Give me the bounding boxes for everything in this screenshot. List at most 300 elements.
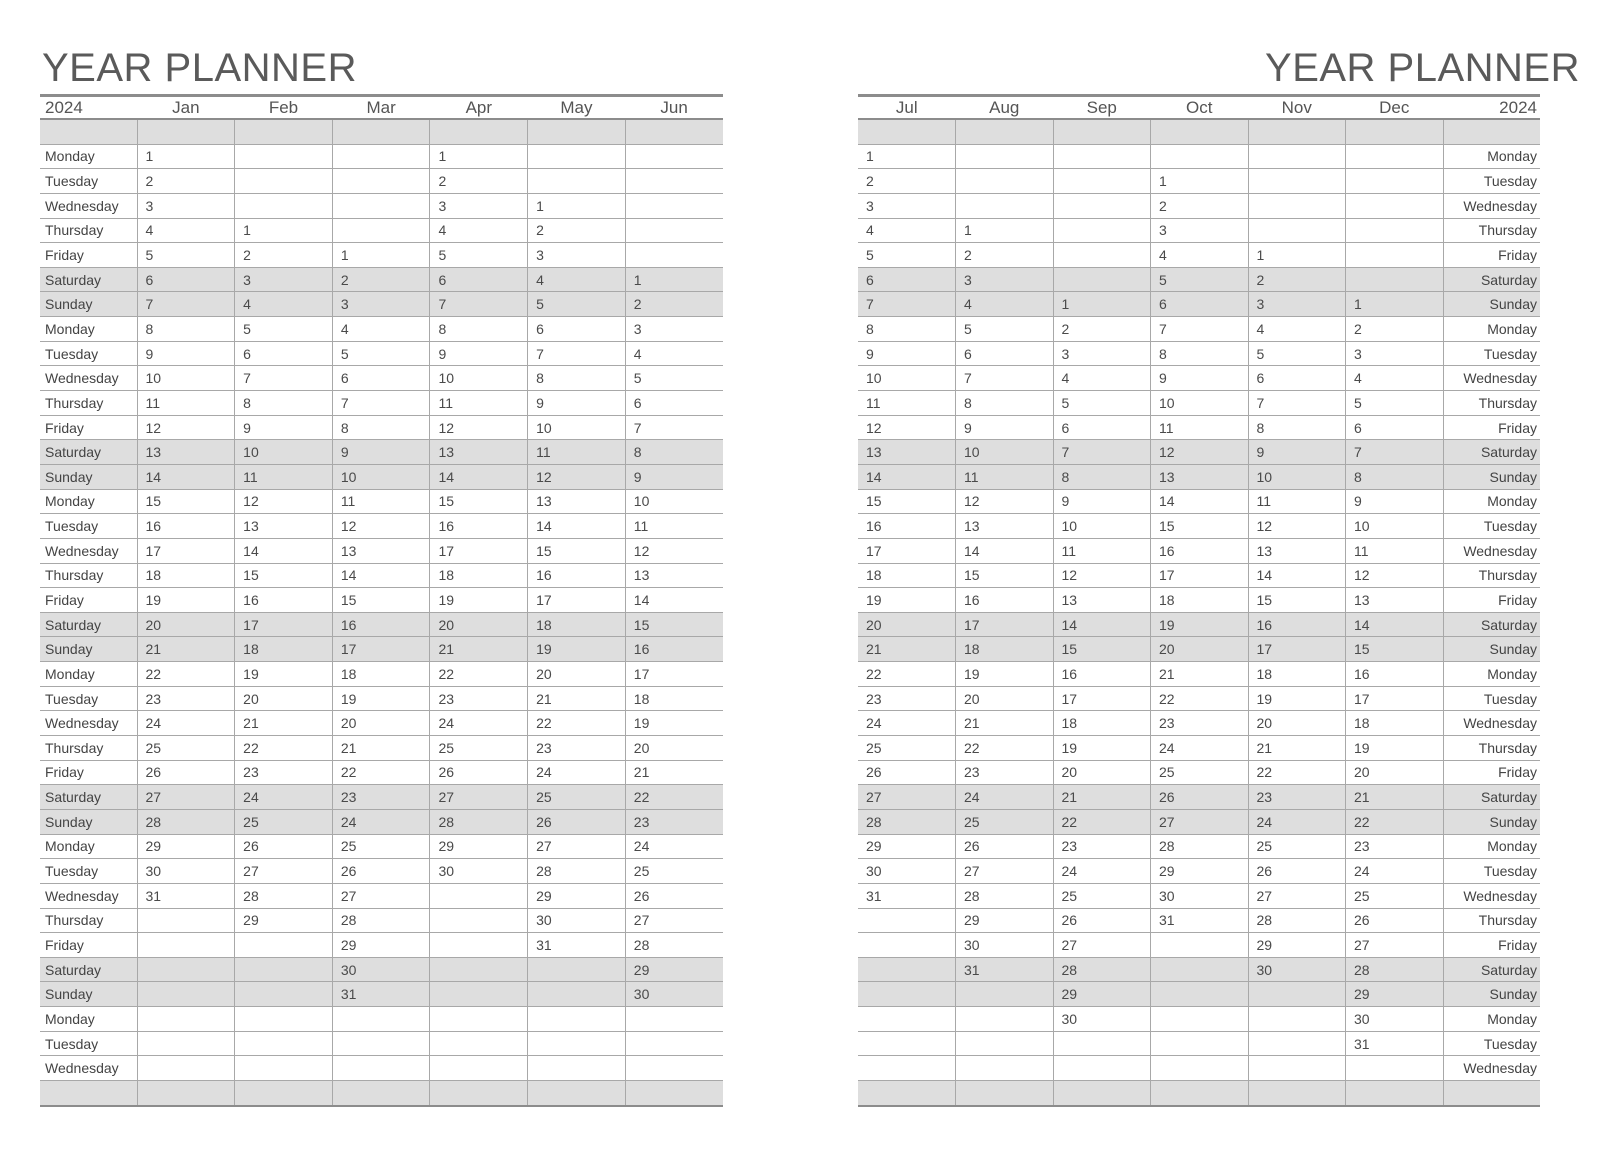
date-cell: 14 <box>1346 612 1444 637</box>
date-cell: 4 <box>332 317 430 342</box>
planner-row <box>40 538 723 563</box>
planner-row <box>40 440 723 465</box>
weekday-label: Monday <box>1443 144 1540 169</box>
date-cell <box>235 982 333 1007</box>
planner-row <box>40 982 723 1007</box>
weekday-label: Monday <box>1443 317 1540 342</box>
date-cell <box>528 169 626 194</box>
date-cell <box>137 1056 235 1081</box>
date-cell <box>1346 169 1444 194</box>
date-cell: 26 <box>625 883 723 908</box>
date-cell: 6 <box>1248 366 1346 391</box>
date-cell <box>1346 218 1444 243</box>
date-cell: 10 <box>332 464 430 489</box>
date-cell: 8 <box>1151 341 1249 366</box>
date-cell: 9 <box>528 391 626 416</box>
date-cell: 28 <box>332 908 430 933</box>
date-cell: 6 <box>1053 415 1151 440</box>
date-cell <box>1053 267 1151 292</box>
date-cell <box>956 193 1054 218</box>
date-cell: 3 <box>1053 341 1151 366</box>
date-cell: 10 <box>858 366 956 391</box>
date-cell: 12 <box>1248 514 1346 539</box>
date-cell <box>1248 169 1346 194</box>
date-cell: 17 <box>625 662 723 687</box>
date-cell: 29 <box>858 834 956 859</box>
date-cell: 22 <box>956 736 1054 761</box>
date-cell <box>137 1031 235 1056</box>
planner-row <box>858 391 1540 416</box>
date-cell: 11 <box>1053 538 1151 563</box>
date-cell <box>625 1080 723 1105</box>
date-cell: 12 <box>1053 563 1151 588</box>
weekday-label: Tuesday <box>40 169 137 194</box>
date-cell: 5 <box>625 366 723 391</box>
date-cell <box>137 1080 235 1105</box>
date-cell: 23 <box>1346 834 1444 859</box>
month-header: Nov <box>1248 96 1346 120</box>
date-cell: 24 <box>858 711 956 736</box>
date-cell: 19 <box>1248 686 1346 711</box>
date-cell: 3 <box>137 193 235 218</box>
date-cell: 26 <box>528 809 626 834</box>
date-cell: 28 <box>625 933 723 958</box>
date-cell: 28 <box>528 859 626 884</box>
date-cell: 15 <box>956 563 1054 588</box>
date-cell: 13 <box>1346 588 1444 613</box>
date-cell: 22 <box>625 785 723 810</box>
date-cell: 28 <box>235 883 333 908</box>
weekday-label: Friday <box>1443 588 1540 613</box>
date-cell: 10 <box>1053 514 1151 539</box>
date-cell: 9 <box>1248 440 1346 465</box>
date-cell <box>430 1080 528 1105</box>
date-cell: 7 <box>137 292 235 317</box>
weekday-label: Saturday <box>1443 440 1540 465</box>
date-cell: 4 <box>858 218 956 243</box>
date-cell: 11 <box>235 464 333 489</box>
date-cell <box>625 243 723 268</box>
weekday-label: Sunday <box>1443 637 1540 662</box>
date-cell: 26 <box>235 834 333 859</box>
date-cell: 23 <box>625 809 723 834</box>
date-cell: 25 <box>430 736 528 761</box>
date-cell <box>332 144 430 169</box>
planner-row <box>40 785 723 810</box>
date-cell: 24 <box>1151 736 1249 761</box>
date-cell: 23 <box>137 686 235 711</box>
date-cell: 11 <box>430 391 528 416</box>
month-header: Sep <box>1053 96 1151 120</box>
planner-row <box>40 341 723 366</box>
date-cell: 25 <box>1053 883 1151 908</box>
planner-row <box>858 588 1540 613</box>
date-cell: 23 <box>1053 834 1151 859</box>
month-header: May <box>528 96 626 120</box>
weekday-label: Friday <box>1443 415 1540 440</box>
date-cell <box>1053 169 1151 194</box>
weekday-label: Monday <box>40 489 137 514</box>
date-cell: 18 <box>1151 588 1249 613</box>
date-cell <box>332 1031 430 1056</box>
weekday-label: Wednesday <box>40 366 137 391</box>
date-cell <box>137 908 235 933</box>
date-cell <box>1248 218 1346 243</box>
date-cell: 13 <box>625 563 723 588</box>
date-cell: 14 <box>137 464 235 489</box>
date-cell <box>1151 119 1249 144</box>
date-cell: 17 <box>858 538 956 563</box>
weekday-label: Thursday <box>1443 908 1540 933</box>
planner-row <box>858 415 1540 440</box>
date-cell: 26 <box>1248 859 1346 884</box>
month-header: Aug <box>956 96 1054 120</box>
date-cell: 29 <box>430 834 528 859</box>
date-cell: 1 <box>1053 292 1151 317</box>
date-cell: 22 <box>235 736 333 761</box>
date-cell <box>1346 119 1444 144</box>
planner-row <box>858 243 1540 268</box>
weekday-label: Tuesday <box>40 686 137 711</box>
date-cell: 26 <box>137 760 235 785</box>
date-cell: 3 <box>332 292 430 317</box>
date-cell <box>235 957 333 982</box>
date-cell: 1 <box>625 267 723 292</box>
date-cell: 14 <box>1248 563 1346 588</box>
date-cell <box>137 119 235 144</box>
date-cell: 16 <box>430 514 528 539</box>
date-cell <box>528 1031 626 1056</box>
date-cell: 18 <box>235 637 333 662</box>
planner-row <box>40 736 723 761</box>
date-cell: 22 <box>137 662 235 687</box>
date-cell: 13 <box>1248 538 1346 563</box>
weekday-label: Thursday <box>40 218 137 243</box>
date-cell: 25 <box>625 859 723 884</box>
date-cell <box>430 933 528 958</box>
date-cell: 20 <box>625 736 723 761</box>
date-cell: 12 <box>528 464 626 489</box>
date-cell: 15 <box>858 489 956 514</box>
weekday-label: Friday <box>40 760 137 785</box>
planner-row <box>40 489 723 514</box>
date-cell <box>1053 218 1151 243</box>
planner-row <box>40 1080 723 1105</box>
date-cell: 10 <box>528 415 626 440</box>
planner-row <box>858 908 1540 933</box>
date-cell: 31 <box>137 883 235 908</box>
date-cell <box>430 1007 528 1032</box>
planner-row <box>858 464 1540 489</box>
date-cell: 9 <box>235 415 333 440</box>
weekday-label: Saturday <box>1443 957 1540 982</box>
weekday-label: Wednesday <box>1443 193 1540 218</box>
date-cell: 15 <box>1248 588 1346 613</box>
planner-row <box>40 908 723 933</box>
date-cell: 7 <box>528 341 626 366</box>
planner-table-right <box>858 94 1540 1107</box>
header-row <box>40 96 723 120</box>
date-cell: 29 <box>528 883 626 908</box>
weekday-label: Friday <box>1443 243 1540 268</box>
date-cell <box>528 144 626 169</box>
date-cell: 3 <box>528 243 626 268</box>
date-cell: 7 <box>332 391 430 416</box>
date-cell <box>1053 119 1151 144</box>
planner-row <box>40 119 723 144</box>
date-cell: 22 <box>1151 686 1249 711</box>
date-cell: 3 <box>1151 218 1249 243</box>
date-cell: 30 <box>137 859 235 884</box>
planner-row <box>858 169 1540 194</box>
date-cell: 19 <box>235 662 333 687</box>
date-cell: 4 <box>235 292 333 317</box>
weekday-label: Saturday <box>40 612 137 637</box>
date-cell: 2 <box>430 169 528 194</box>
weekday-label: Wednesday <box>1443 1056 1540 1081</box>
date-cell <box>430 1056 528 1081</box>
date-cell: 17 <box>1248 637 1346 662</box>
date-cell: 4 <box>1346 366 1444 391</box>
date-cell: 13 <box>528 489 626 514</box>
planner-row <box>858 563 1540 588</box>
date-cell: 17 <box>956 612 1054 637</box>
date-cell <box>430 1031 528 1056</box>
planner-table-left <box>40 94 723 1107</box>
planner-row <box>40 834 723 859</box>
date-cell: 12 <box>137 415 235 440</box>
date-cell: 19 <box>956 662 1054 687</box>
date-cell: 8 <box>1248 415 1346 440</box>
weekday-label: Saturday <box>40 957 137 982</box>
date-cell: 4 <box>430 218 528 243</box>
date-cell: 7 <box>430 292 528 317</box>
date-cell <box>1248 193 1346 218</box>
weekday-label: Saturday <box>1443 612 1540 637</box>
date-cell <box>235 1080 333 1105</box>
planner-row <box>40 415 723 440</box>
date-cell: 17 <box>430 538 528 563</box>
date-cell: 30 <box>956 933 1054 958</box>
date-cell: 2 <box>1151 193 1249 218</box>
month-header: Jul <box>858 96 956 120</box>
date-cell: 24 <box>332 809 430 834</box>
date-cell: 14 <box>956 538 1054 563</box>
date-cell: 12 <box>1346 563 1444 588</box>
date-cell: 2 <box>528 218 626 243</box>
date-cell: 2 <box>858 169 956 194</box>
date-cell: 29 <box>1151 859 1249 884</box>
weekday-label: Friday <box>1443 933 1540 958</box>
date-cell <box>1053 1031 1151 1056</box>
date-cell: 10 <box>1346 514 1444 539</box>
date-cell <box>528 1080 626 1105</box>
date-cell: 16 <box>332 612 430 637</box>
date-cell <box>956 1007 1054 1032</box>
date-cell: 8 <box>137 317 235 342</box>
planner-row <box>858 267 1540 292</box>
date-cell: 17 <box>332 637 430 662</box>
date-cell: 10 <box>1248 464 1346 489</box>
date-cell <box>1248 1080 1346 1105</box>
date-cell: 29 <box>137 834 235 859</box>
date-cell: 17 <box>1053 686 1151 711</box>
weekday-label: Friday <box>40 243 137 268</box>
date-cell: 27 <box>1248 883 1346 908</box>
date-cell: 19 <box>430 588 528 613</box>
date-cell: 22 <box>430 662 528 687</box>
date-cell <box>625 119 723 144</box>
planner-row <box>40 1031 723 1056</box>
date-cell: 8 <box>1346 464 1444 489</box>
date-cell: 21 <box>235 711 333 736</box>
date-cell: 9 <box>1151 366 1249 391</box>
planner-row <box>858 1007 1540 1032</box>
date-cell: 15 <box>235 563 333 588</box>
date-cell <box>1053 243 1151 268</box>
date-cell: 1 <box>1346 292 1444 317</box>
date-cell: 21 <box>332 736 430 761</box>
date-cell <box>137 982 235 1007</box>
date-cell: 29 <box>1346 982 1444 1007</box>
date-cell: 23 <box>1151 711 1249 736</box>
planner-row <box>40 933 723 958</box>
date-cell: 9 <box>956 415 1054 440</box>
date-cell: 1 <box>956 218 1054 243</box>
weekday-label: Sunday <box>1443 809 1540 834</box>
date-cell <box>956 144 1054 169</box>
date-cell: 8 <box>528 366 626 391</box>
date-cell: 13 <box>332 538 430 563</box>
date-cell: 16 <box>1053 662 1151 687</box>
planner-row <box>858 686 1540 711</box>
date-cell: 18 <box>1248 662 1346 687</box>
planner-row <box>40 686 723 711</box>
planner-row <box>858 317 1540 342</box>
date-cell: 30 <box>528 908 626 933</box>
planner-row <box>858 883 1540 908</box>
planner-row <box>40 563 723 588</box>
date-cell: 25 <box>332 834 430 859</box>
date-cell: 2 <box>625 292 723 317</box>
date-cell: 19 <box>528 637 626 662</box>
date-cell: 25 <box>858 736 956 761</box>
date-cell: 18 <box>332 662 430 687</box>
date-cell: 6 <box>430 267 528 292</box>
date-cell: 13 <box>235 514 333 539</box>
date-cell <box>625 144 723 169</box>
planner-row <box>858 760 1540 785</box>
weekday-label: Thursday <box>1443 391 1540 416</box>
weekday-label: Thursday <box>1443 736 1540 761</box>
date-cell: 24 <box>956 785 1054 810</box>
date-cell: 27 <box>332 883 430 908</box>
date-cell: 7 <box>956 366 1054 391</box>
weekday-label: Saturday <box>40 440 137 465</box>
date-cell: 11 <box>137 391 235 416</box>
date-cell: 6 <box>625 391 723 416</box>
date-cell: 11 <box>956 464 1054 489</box>
weekday-label: Wednesday <box>1443 366 1540 391</box>
date-cell: 31 <box>528 933 626 958</box>
planner-row <box>40 169 723 194</box>
date-cell <box>1053 193 1151 218</box>
date-cell <box>858 982 956 1007</box>
planner-row <box>40 809 723 834</box>
date-cell <box>137 957 235 982</box>
date-cell: 15 <box>1053 637 1151 662</box>
date-cell: 28 <box>137 809 235 834</box>
date-cell: 24 <box>430 711 528 736</box>
date-cell: 29 <box>625 957 723 982</box>
weekday-label: Monday <box>40 144 137 169</box>
date-cell <box>430 957 528 982</box>
date-cell: 28 <box>430 809 528 834</box>
date-cell <box>858 1080 956 1105</box>
date-cell: 1 <box>430 144 528 169</box>
date-cell: 30 <box>858 859 956 884</box>
planner-row <box>858 834 1540 859</box>
date-cell: 3 <box>235 267 333 292</box>
date-cell: 7 <box>1053 440 1151 465</box>
weekday-label: Thursday <box>1443 218 1540 243</box>
date-cell: 10 <box>137 366 235 391</box>
date-cell: 30 <box>625 982 723 1007</box>
date-cell: 14 <box>528 514 626 539</box>
date-cell: 15 <box>137 489 235 514</box>
planner-row <box>40 588 723 613</box>
date-cell: 19 <box>1053 736 1151 761</box>
date-cell: 26 <box>858 760 956 785</box>
planner-row <box>40 711 723 736</box>
weekday-label: Monday <box>40 317 137 342</box>
date-cell: 12 <box>858 415 956 440</box>
date-cell: 25 <box>1248 834 1346 859</box>
planner-row <box>40 637 723 662</box>
date-cell <box>430 119 528 144</box>
weekday-label: Tuesday <box>1443 169 1540 194</box>
date-cell: 27 <box>956 859 1054 884</box>
date-cell: 16 <box>858 514 956 539</box>
date-cell <box>430 982 528 1007</box>
date-cell: 18 <box>1053 711 1151 736</box>
date-cell: 14 <box>235 538 333 563</box>
date-cell: 3 <box>625 317 723 342</box>
planner-row <box>858 489 1540 514</box>
weekday-label: Sunday <box>40 292 137 317</box>
weekday-label: Friday <box>40 415 137 440</box>
date-cell: 2 <box>137 169 235 194</box>
date-cell <box>528 957 626 982</box>
date-cell: 13 <box>430 440 528 465</box>
date-cell: 9 <box>430 341 528 366</box>
date-cell: 17 <box>235 612 333 637</box>
date-cell: 30 <box>1346 1007 1444 1032</box>
date-cell: 3 <box>1248 292 1346 317</box>
date-cell: 14 <box>1053 612 1151 637</box>
date-cell: 1 <box>1248 243 1346 268</box>
date-cell: 6 <box>858 267 956 292</box>
date-cell: 31 <box>858 883 956 908</box>
date-cell: 5 <box>1248 341 1346 366</box>
date-cell: 5 <box>528 292 626 317</box>
date-cell: 6 <box>332 366 430 391</box>
weekday-label <box>40 119 137 144</box>
date-cell: 14 <box>332 563 430 588</box>
weekday-label <box>40 1080 137 1105</box>
weekday-label: Tuesday <box>1443 341 1540 366</box>
planner-row <box>858 538 1540 563</box>
